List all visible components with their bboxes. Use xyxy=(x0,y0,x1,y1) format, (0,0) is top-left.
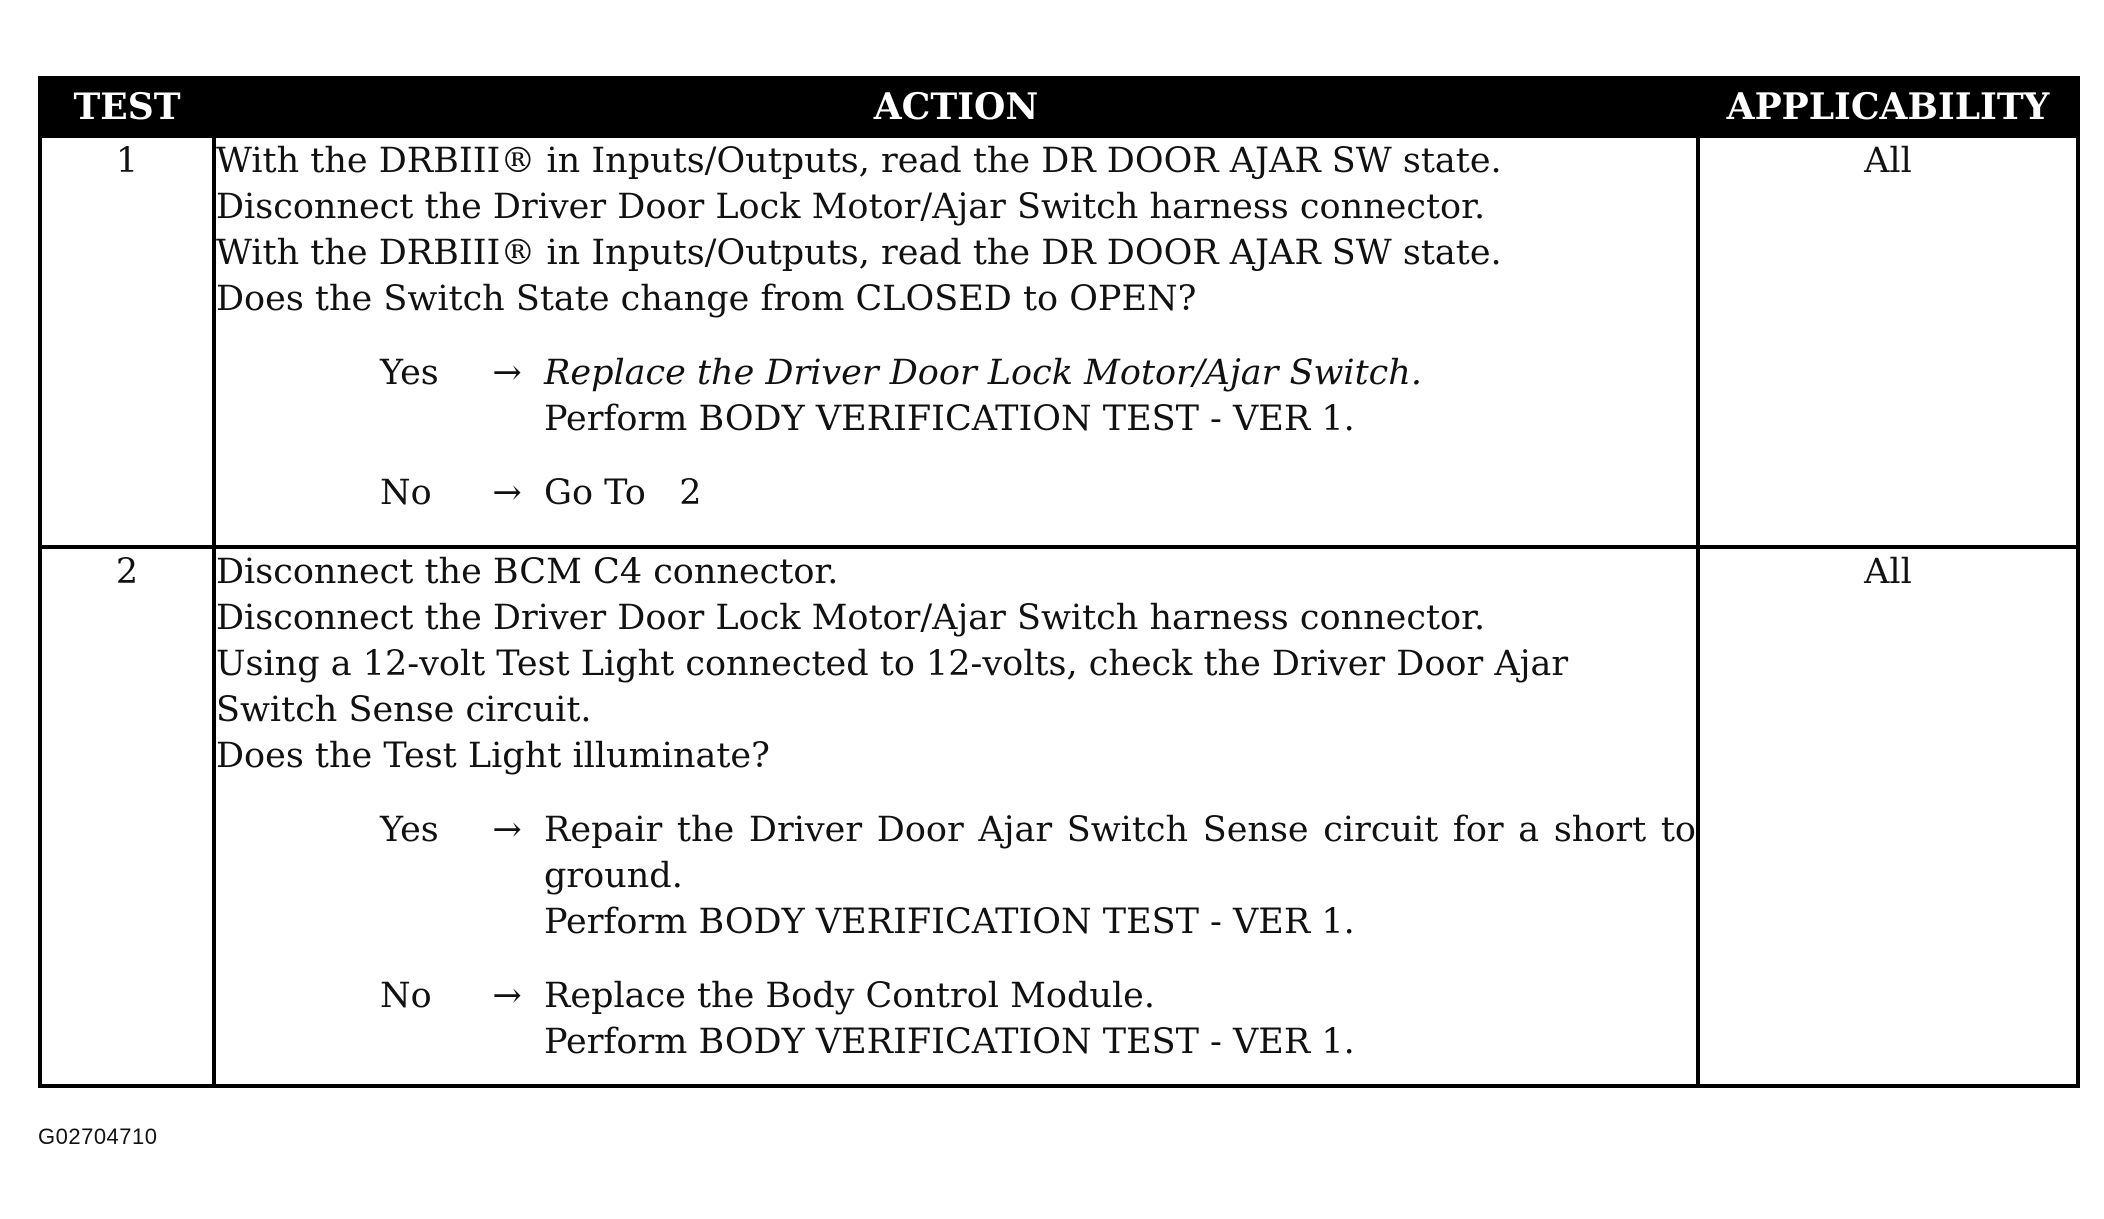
right-arrow-icon: → xyxy=(492,810,522,850)
outcome-no-label: No xyxy=(380,976,432,1016)
header-test: TEST xyxy=(40,78,214,136)
outcome-yes-label: Yes xyxy=(380,353,439,393)
applicability-value: All xyxy=(1698,136,2078,547)
right-arrow-icon: → xyxy=(492,353,522,393)
outcome-yes-line: Replace the Driver Door Lock Motor/Ajar Switch. xyxy=(544,353,1422,393)
action-question: Does the Test Light illuminate? xyxy=(216,736,770,776)
action-cell xyxy=(214,547,1698,1086)
outcome-no xyxy=(216,973,1696,1065)
test-number: 1 xyxy=(40,136,214,547)
outcome-yes-line: Repair the Driver Door Ajar Switch Sense circuit for a short to ground. xyxy=(544,810,1696,896)
diagnostic-test-table xyxy=(38,76,2080,1088)
table-row-test-2 xyxy=(40,547,2078,1086)
outcome-no-label: No xyxy=(380,473,432,513)
action-question: Does the Switch State change from CLOSED to OPEN? xyxy=(216,279,1197,319)
header-applicability: APPLICABILITY xyxy=(1698,78,2078,136)
action-step: Using a 12-volt Test Light connected to 12-volts, check the Driver Door Ajar Switch Sense circuit. xyxy=(216,644,1569,730)
outcome-yes xyxy=(216,807,1696,945)
applicability-value: All xyxy=(1698,547,2078,1086)
right-arrow-icon: → xyxy=(492,976,522,1016)
outcome-yes-label: Yes xyxy=(380,810,439,850)
outcome-yes-line: Perform BODY VERIFICATION TEST - VER 1. xyxy=(544,399,1355,439)
figure-id: G02704710 xyxy=(38,1124,158,1149)
action-step: Disconnect the Driver Door Lock Motor/Ajar Switch harness connector. xyxy=(216,598,1486,638)
action-step: Disconnect the Driver Door Lock Motor/Ajar Switch harness connector. xyxy=(216,187,1486,227)
outcome-yes-line: Perform BODY VERIFICATION TEST - VER 1. xyxy=(544,902,1355,942)
outcome-no-line: Go To 2 xyxy=(544,473,702,513)
test-number: 2 xyxy=(40,547,214,1086)
outcome-no-line: Perform BODY VERIFICATION TEST - VER 1. xyxy=(544,1022,1355,1062)
right-arrow-icon: → xyxy=(492,473,522,513)
table-header-row xyxy=(40,78,2078,136)
action-step: With the DRBIII® in Inputs/Outputs, read the DR DOOR AJAR SW state. xyxy=(216,141,1502,181)
action-step: With the DRBIII® in Inputs/Outputs, read the DR DOOR AJAR SW state. xyxy=(216,233,1502,273)
action-cell xyxy=(214,136,1698,547)
table-row-test-1 xyxy=(40,136,2078,547)
outcome-no-line: Replace the Body Control Module. xyxy=(544,976,1155,1016)
header-action: ACTION xyxy=(214,78,1698,136)
outcome-no xyxy=(216,470,1696,516)
action-step: Disconnect the BCM C4 connector. xyxy=(216,552,839,592)
outcome-yes xyxy=(216,350,1696,442)
